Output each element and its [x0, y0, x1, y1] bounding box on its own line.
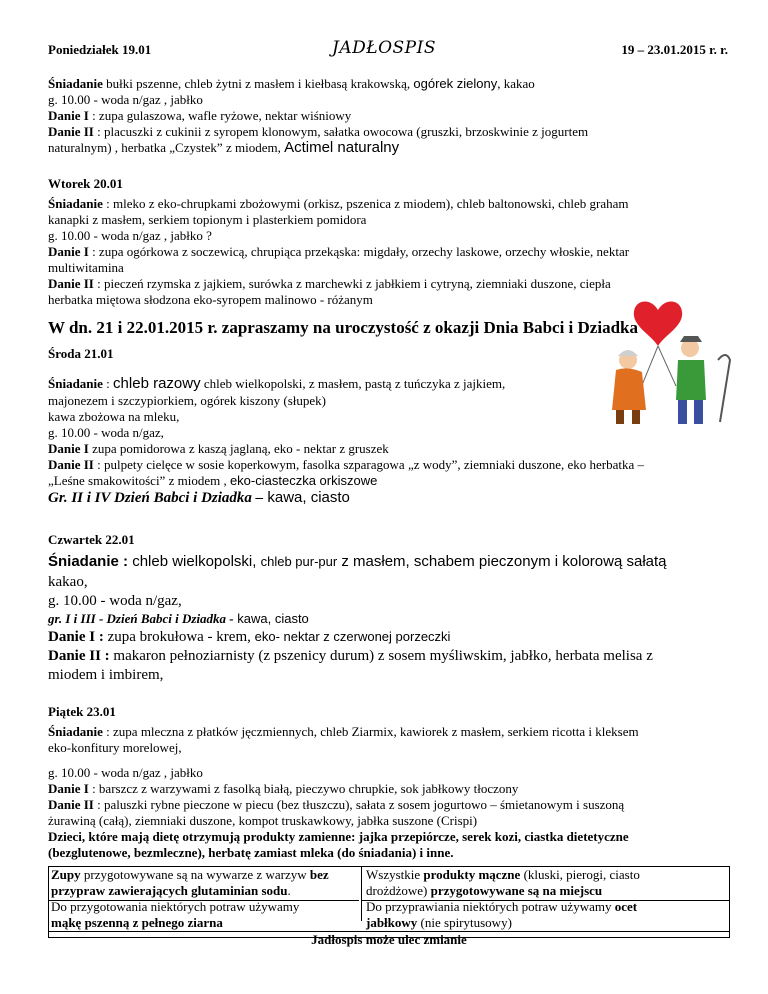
page-title: JADŁOSPIS — [332, 38, 436, 58]
tuesday-dish-1: Danie I : zupa ogórkowa z soczewicą, chrupiąca przekąska: migdały, orzechy laskowe, orzechy włoskie, nektar — [48, 244, 630, 259]
monday-breakfast: Śniadanie bułki pszenne, chleb żytni z masłem i kiełbasą krakowską, ogórek zielony, kakao — [48, 76, 535, 91]
thursday-breakfast-drink: kakao, — [48, 574, 88, 590]
celebration-banner: W dn. 21 i 22.01.2015 r. zapraszamy na uroczystość z okazji Dnia Babci i Dziadka — [48, 318, 638, 337]
tuesday-breakfast-cont: kanapki z masłem, serkiem topionym i plasterkiem pomidora — [48, 212, 367, 227]
friday-dish-1: Danie I : barszcz z warzywami z fasolką białą, pieczywo chrupkie, sok jabłkowy tłoczony — [48, 781, 519, 796]
wednesday-dish-1: Danie I zupa pomidorowa z kaszą jaglaną, eko - nektar z gruszek — [48, 441, 389, 456]
thursday-dish-1: Danie I : zupa brokułowa - krem, eko- nektar z czerwonej porzeczki — [48, 629, 451, 645]
wednesday-breakfast: Śniadanie : chleb razowy chleb wielkopolski, z masłem, pastą z tuńczyka z jajkiem, — [48, 375, 506, 392]
thursday-event: gr. I i III - Dzień Babci i Dziadka - kawa, ciasto — [48, 611, 309, 626]
friday-title: Piątek 23.01 — [48, 704, 116, 719]
tuesday-snack: g. 10.00 - woda n/gaz , jabłko ? — [48, 228, 212, 243]
friday-snack: g. 10.00 - woda n/gaz , jabłko — [48, 765, 203, 780]
monday-dish-2-cont: naturalnym) , herbatka „Czystek” z miodem, Actimel naturalny — [48, 139, 400, 156]
thursday-dish-2: Danie II : makaron pełnoziarnisty (z pszenicy durum) z sosem myśliwskim, jabłko, herbata melisa z — [48, 648, 653, 664]
monday-snack: g. 10.00 - woda n/gaz , jabłko — [48, 92, 203, 107]
friday-breakfast-cont: eko-konfitury morelowej, — [48, 740, 182, 755]
wednesday-title: Środa 21.01 — [48, 346, 114, 361]
thursday-snack: g. 10.00 - woda n/gaz, — [48, 593, 182, 609]
friday-dish-2-cont: żurawiną (całą), ziemniaki duszone, kompot truskawkowy, jabłka suszone (Crispi) — [48, 813, 478, 828]
heart-balloon-icon — [634, 301, 682, 346]
diet-note-cont: (bezglutenowe, bezmleczne), herbatę zamiast mleka (do śniadania) i inne. — [48, 845, 454, 860]
monday-dish-2: Danie II : placuszki z cukinii z syropem klonowym, sałatka owocowa (gruszki, brzoskwinie z jogurtem — [48, 124, 589, 139]
wednesday-event: Gr. II i IV Dzień Babci i Dziadka – kawa, ciasto — [48, 489, 350, 506]
friday-breakfast: Śniadanie : zupa mleczna z płatków jęczmiennych, chleb Ziarmix, kawiorek z masłem, serkiem ricotta i kleksem — [48, 724, 639, 739]
notes-right-cell: Wszystkie produkty mączne (kluski, pierogi, ciasto drożdżowe) przygotowywane są na miejscu Do przyprawiania niektórych potraw używamy ocet jabłkowy (nie spirytusowy) — [366, 867, 640, 930]
thursday-title: Czwartek 22.01 — [48, 532, 135, 547]
wednesday-snack: g. 10.00 - woda n/gaz, — [48, 425, 164, 440]
tuesday-dish-1-cont: multiwitamina — [48, 260, 124, 275]
grandparents-illustration — [580, 290, 750, 430]
wednesday-dish-2: Danie II : pulpety cielęce w sosie koperkowym, fasolka szparagowa „z wody”, ziemniaki duszone, eko herbatka – — [48, 457, 645, 472]
friday-dish-2: Danie II : paluszki rybne pieczone w piecu (bez tłuszczu), sałata z sosem jogurtowo – śmietanowym i suszoną — [48, 797, 625, 812]
notes-table — [48, 866, 730, 947]
wednesday-breakfast-drink: kawa zbożowa na mleku, — [48, 409, 180, 424]
monday-dish-1: Danie I : zupa gulaszowa, wafle ryżowe, nektar wiśniowy — [48, 108, 352, 123]
diet-note: Dzieci, które mają dietę otrzymują produkty zamienne: jajka przepiórcze, serek kozi, ciastka dietetyczne — [48, 829, 629, 844]
wednesday-breakfast-cont: majonezem i szczypiorkiem, ogórek kiszony (słupek) — [48, 393, 326, 408]
wednesday-dish-2-cont: „Leśne smakowitości” z miodem , eko-ciasteczka orkiszowe — [48, 473, 378, 488]
notes-footer: Jadłospis może ulec zmianie — [49, 931, 729, 949]
header-date-range: 19 – 23.01.2015 r. r. — [621, 42, 728, 57]
thursday-breakfast: Śniadanie : chleb wielkopolski, chleb pur-pur z masłem, schabem pieczonym i kolorową sałatą — [48, 553, 667, 570]
tuesday-breakfast: Śniadanie : mleko z eko-chrupkami zbożowymi (orkisz, pszenica z miodem), chleb baltonowski, chleb graham — [48, 196, 629, 211]
tuesday-title: Wtorek 20.01 — [48, 176, 123, 191]
tuesday-dish-2: Danie II : pieczeń rzymska z jajkiem, surówka z marchewki z jabłkiem i cytryną, ziemniaki duszone, ciepła — [48, 276, 611, 291]
notes-left-cell: Zupy przygotowywane są na wywarze z warzyw bez przypraw zawierających glutaminian sodu. Do przygotowania niektórych potraw używamy mąkę pszenną z pełnego ziarna — [49, 867, 362, 921]
tuesday-dish-2-cont: herbatka miętowa słodzona eko-syropem malinowo - różanym — [48, 292, 373, 307]
header-day: Poniedziałek 19.01 — [48, 42, 152, 57]
thursday-dish-2-cont: miodem i imbirem, — [48, 667, 164, 683]
